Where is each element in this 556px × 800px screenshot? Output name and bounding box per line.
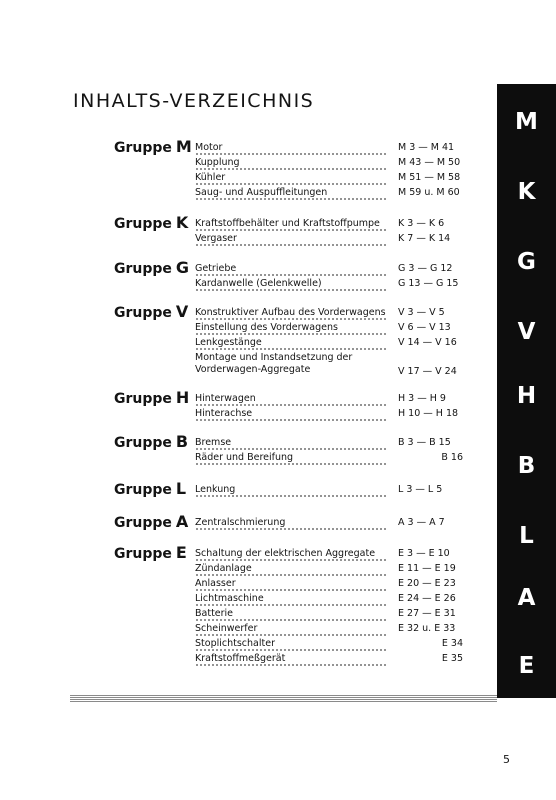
- toc-entry-label: Hinterwagen: [195, 393, 256, 404]
- toc-entry[interactable]: [195, 350, 463, 380]
- toc-entry-pages: V 3 — V 5: [398, 307, 445, 318]
- toc-entry-label: Vergaser: [195, 233, 237, 244]
- toc-entry-label: Hinterachse: [195, 408, 253, 419]
- toc-entry-pages: E 11 — E 19: [398, 563, 456, 574]
- toc-entry-label: Konstruktiver Aufbau des Vorderwagens: [195, 307, 386, 318]
- toc-entry[interactable]: [195, 140, 463, 156]
- toc-entry[interactable]: [195, 561, 463, 577]
- toc-entry-label: Scheinwerfer: [195, 623, 258, 634]
- page-title: INHALTS-VERZEICHNIS: [73, 90, 315, 112]
- toc-entry-pages: E 34: [441, 638, 463, 649]
- tab-letter-h[interactable]: H: [516, 383, 537, 409]
- tab-letter-b[interactable]: B: [517, 453, 536, 479]
- toc-entry-pages: E 24 — E 26: [398, 593, 456, 604]
- toc-entry-pages: A 3 — A 7: [398, 517, 445, 528]
- toc-entry-pages: V 14 — V 16: [398, 337, 457, 348]
- toc-entry-pages: K 3 — K 6: [398, 218, 445, 229]
- tab-letter-e[interactable]: E: [518, 653, 535, 679]
- tab-letter-m[interactable]: M: [515, 109, 538, 135]
- group-heading: [114, 512, 190, 531]
- toc-entry-label: Getriebe: [195, 263, 237, 274]
- toc-entry-label: Batterie: [195, 608, 234, 619]
- toc-entry-label: Montage und Instandsetzung der Vorderwagen-Aggregate: [195, 352, 353, 375]
- toc-entry[interactable]: [195, 651, 463, 667]
- toc-entry-label: Zündanlage: [195, 563, 252, 574]
- toc-entry-pages: M 59 u. M 60: [398, 187, 460, 198]
- toc-entry-label: Lenkgestänge: [195, 337, 262, 348]
- toc-entry-pages: B 3 — B 15: [398, 437, 451, 448]
- group-letter: G: [175, 258, 190, 277]
- toc-entry-label: Kühler: [195, 172, 226, 183]
- toc-entry-pages: H 3 — H 9: [398, 393, 446, 404]
- toc-entry-label: Bremse: [195, 437, 232, 448]
- toc-entry-label: Einstellung des Vorderwagens: [195, 322, 338, 333]
- toc-entry-label: Räder und Bereifung: [195, 452, 294, 463]
- toc-entry[interactable]: [195, 155, 463, 171]
- group-word: Gruppe: [114, 435, 172, 451]
- group-word: Gruppe: [114, 546, 172, 562]
- group-word: Gruppe: [114, 515, 172, 531]
- group-heading: [114, 388, 190, 407]
- toc-entry-pages: H 10 — H 18: [398, 408, 459, 419]
- group-heading: [114, 258, 190, 277]
- group-word: Gruppe: [114, 216, 172, 232]
- tab-letter-v[interactable]: V: [517, 319, 536, 345]
- toc-entry[interactable]: [195, 450, 463, 466]
- group-letter: B: [175, 432, 189, 451]
- tab-letter-l[interactable]: L: [519, 523, 534, 549]
- toc-entry-pages: B 16: [441, 452, 463, 463]
- toc-entry[interactable]: [195, 606, 463, 622]
- toc-entry-pages: L 3 — L 5: [398, 484, 443, 495]
- toc-entry-label: Saug- und Auspuffleitungen: [195, 187, 328, 198]
- toc-entry[interactable]: [195, 636, 463, 652]
- toc-entry-pages: V 6 — V 13: [398, 322, 451, 333]
- toc-entry-pages: E 35: [441, 653, 463, 664]
- group-word: Gruppe: [114, 140, 172, 156]
- toc-entry[interactable]: [195, 320, 463, 336]
- group-heading: [114, 432, 190, 451]
- toc-entry-pages: E 27 — E 31: [398, 608, 456, 619]
- toc-entry[interactable]: [195, 305, 463, 321]
- toc-entry-pages: M 3 — M 41: [398, 142, 455, 153]
- group-heading: [114, 137, 190, 156]
- toc-entry-pages: E 3 — E 10: [398, 548, 450, 559]
- group-letter: A: [175, 512, 189, 531]
- group-word: Gruppe: [114, 305, 172, 321]
- toc-entry[interactable]: [195, 621, 463, 637]
- toc-entry[interactable]: [195, 546, 463, 562]
- toc-entry-pages: G 13 — G 15: [398, 278, 459, 289]
- toc-entry-pages: G 3 — G 12: [398, 263, 453, 274]
- tab-letter-g[interactable]: G: [517, 249, 536, 275]
- toc-entry[interactable]: [195, 406, 463, 422]
- group-letter: V: [175, 302, 189, 321]
- toc-entry-pages: K 7 — K 14: [398, 233, 451, 244]
- toc-entry-pages: M 51 — M 58: [398, 172, 461, 183]
- group-letter: L: [175, 479, 187, 498]
- toc-entry-label: Kardanwelle (Gelenkwelle): [195, 278, 322, 289]
- toc-entry-pages: E 32 u. E 33: [398, 623, 456, 634]
- toc-entry[interactable]: [195, 261, 463, 277]
- group-heading: [114, 213, 190, 232]
- toc-entry[interactable]: [195, 482, 463, 498]
- toc-entry[interactable]: [195, 335, 463, 351]
- toc-entry-pages: E 20 — E 23: [398, 578, 456, 589]
- toc-entry[interactable]: [195, 231, 463, 247]
- toc-entry[interactable]: [195, 576, 463, 592]
- group-letter: K: [175, 213, 189, 232]
- group-letter: H: [175, 388, 190, 407]
- group-word: Gruppe: [114, 261, 172, 277]
- tab-letter-a[interactable]: A: [517, 585, 536, 611]
- group-word: Gruppe: [114, 391, 172, 407]
- toc-entry-label: Lichtmaschine: [195, 593, 264, 604]
- toc-entry[interactable]: [195, 391, 463, 407]
- toc-entry-label: Motor: [195, 142, 223, 153]
- toc-entry-label: Stoplichtschalter: [195, 638, 275, 649]
- toc-entry[interactable]: [195, 591, 463, 607]
- toc-entry-label: Schaltung der elektrischen Aggregate: [195, 548, 376, 559]
- group-letter: E: [175, 543, 187, 562]
- toc-entry-label: Lenkung: [195, 484, 236, 495]
- tab-letter-k[interactable]: K: [517, 179, 536, 205]
- toc-entry[interactable]: [195, 185, 463, 201]
- toc-entry[interactable]: [195, 435, 463, 451]
- group-word: Gruppe: [114, 482, 172, 498]
- toc-entry[interactable]: [195, 515, 463, 531]
- toc-entry-label: Kraftstoffbehälter und Kraftstoffpumpe: [195, 218, 380, 229]
- toc-entry[interactable]: [195, 276, 463, 292]
- toc-entry[interactable]: [195, 216, 463, 232]
- toc-entry-label: Anlasser: [195, 578, 236, 589]
- group-heading: [114, 543, 190, 562]
- group-heading: [114, 479, 190, 498]
- page-number: 5: [503, 753, 510, 766]
- toc-entry[interactable]: [195, 170, 463, 186]
- group-tab-strip: [497, 84, 556, 698]
- group-letter: M: [175, 137, 192, 156]
- group-heading: [114, 302, 190, 321]
- toc-entry-label: Kraftstoffmeßgerät: [195, 653, 286, 664]
- toc-entry-label: Zentralschmierung: [195, 517, 286, 528]
- toc-entry-label: Kupplung: [195, 157, 240, 168]
- toc-entry-pages: M 43 — M 50: [398, 157, 461, 168]
- horizontal-rule: [70, 695, 497, 703]
- toc-entry-pages: V 17 — V 24: [398, 366, 457, 377]
